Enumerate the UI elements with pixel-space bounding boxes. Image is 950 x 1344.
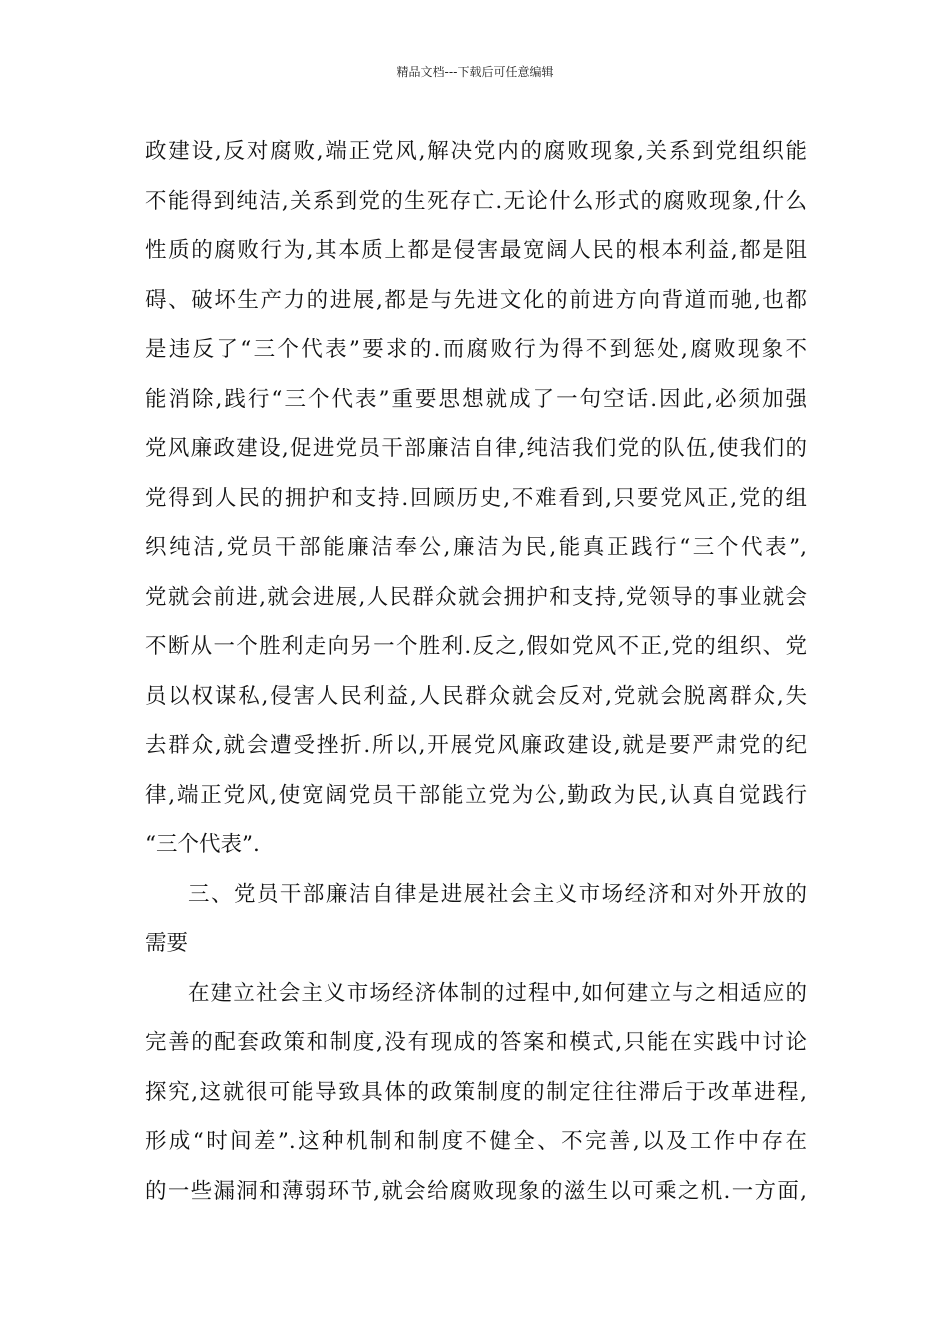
text-line: 去群众,就会遭受挫折.所以,开展党风廉政建设,就是要严肃党的纪 (145, 733, 807, 758)
text-line: 律,端正党风,使宽阔党员干部能立党为公,勤政为民,认真自觉践行 (145, 782, 807, 808)
text-line: 员以权谋私,侵害人民利益,人民群众就会反对,党就会脱离群众,失 (145, 683, 807, 709)
text-line: 能消除,践行“三个代表”重要思想就成了一句空话.因此,必须加强 (145, 386, 807, 412)
text-line: 党得到人民的拥护和支持.回顾历史,不难看到,只要党风正,党的组 (145, 485, 807, 511)
text-line: 不能得到纯洁,关系到党的生死存亡.无论什么形式的腐败现象,什么 (145, 188, 807, 214)
text-line: 织纯洁,党员干部能廉洁奉公,廉洁为民,能真正践行“三个代表”, (145, 535, 807, 560)
text-line: 在建立社会主义市场经济体制的过程中,如何建立与之相适应的 (188, 980, 807, 1006)
text-line: 探究,这就很可能导致具体的政策制度的制定往往滞后于改革进程, (145, 1079, 807, 1105)
text-line: 党就会前进,就会进展,人民群众就会拥护和支持,党领导的事业就会 (145, 584, 807, 610)
text-line: 党风廉政建设,促进党员干部廉洁自律,纯洁我们党的队伍,使我们的 (145, 436, 807, 461)
text-line: 政建设,反对腐败,端正党风,解决党内的腐败现象,关系到党组织能 (145, 139, 807, 164)
section-heading-line: 需要 (145, 931, 189, 956)
text-line: 是违反了“三个代表”要求的.而腐败行为得不到惩处,腐败现象不 (145, 337, 807, 362)
text-line: 不断从一个胜利走向另一个胜利.反之,假如党风不正,党的组织、党 (145, 634, 807, 659)
text-line: 性质的腐败行为,其本质上都是侵害最宽阔人民的根本利益,都是阻 (145, 238, 807, 263)
text-line: “三个代表”. (145, 832, 260, 857)
text-line: 碍、破坏生产力的进展,都是与先进文化的前进方向背道而驰,也都 (145, 287, 807, 313)
section-heading-line: 三、党员干部廉洁自律是进展社会主义市场经济和对外开放的 (188, 881, 807, 907)
page-header: 精品文档---下载后可任意编辑 (396, 65, 554, 79)
text-line: 的一些漏洞和薄弱环节,就会给腐败现象的滋生以可乘之机.一方面, (145, 1178, 807, 1204)
body-text (145, 127, 807, 1216)
text-line: 形成“时间差”.这种机制和制度不健全、不完善,以及工作中存在 (145, 1129, 807, 1154)
text-line: 完善的配套政策和制度,没有现成的答案和模式,只能在实践中讨论 (145, 1030, 807, 1055)
